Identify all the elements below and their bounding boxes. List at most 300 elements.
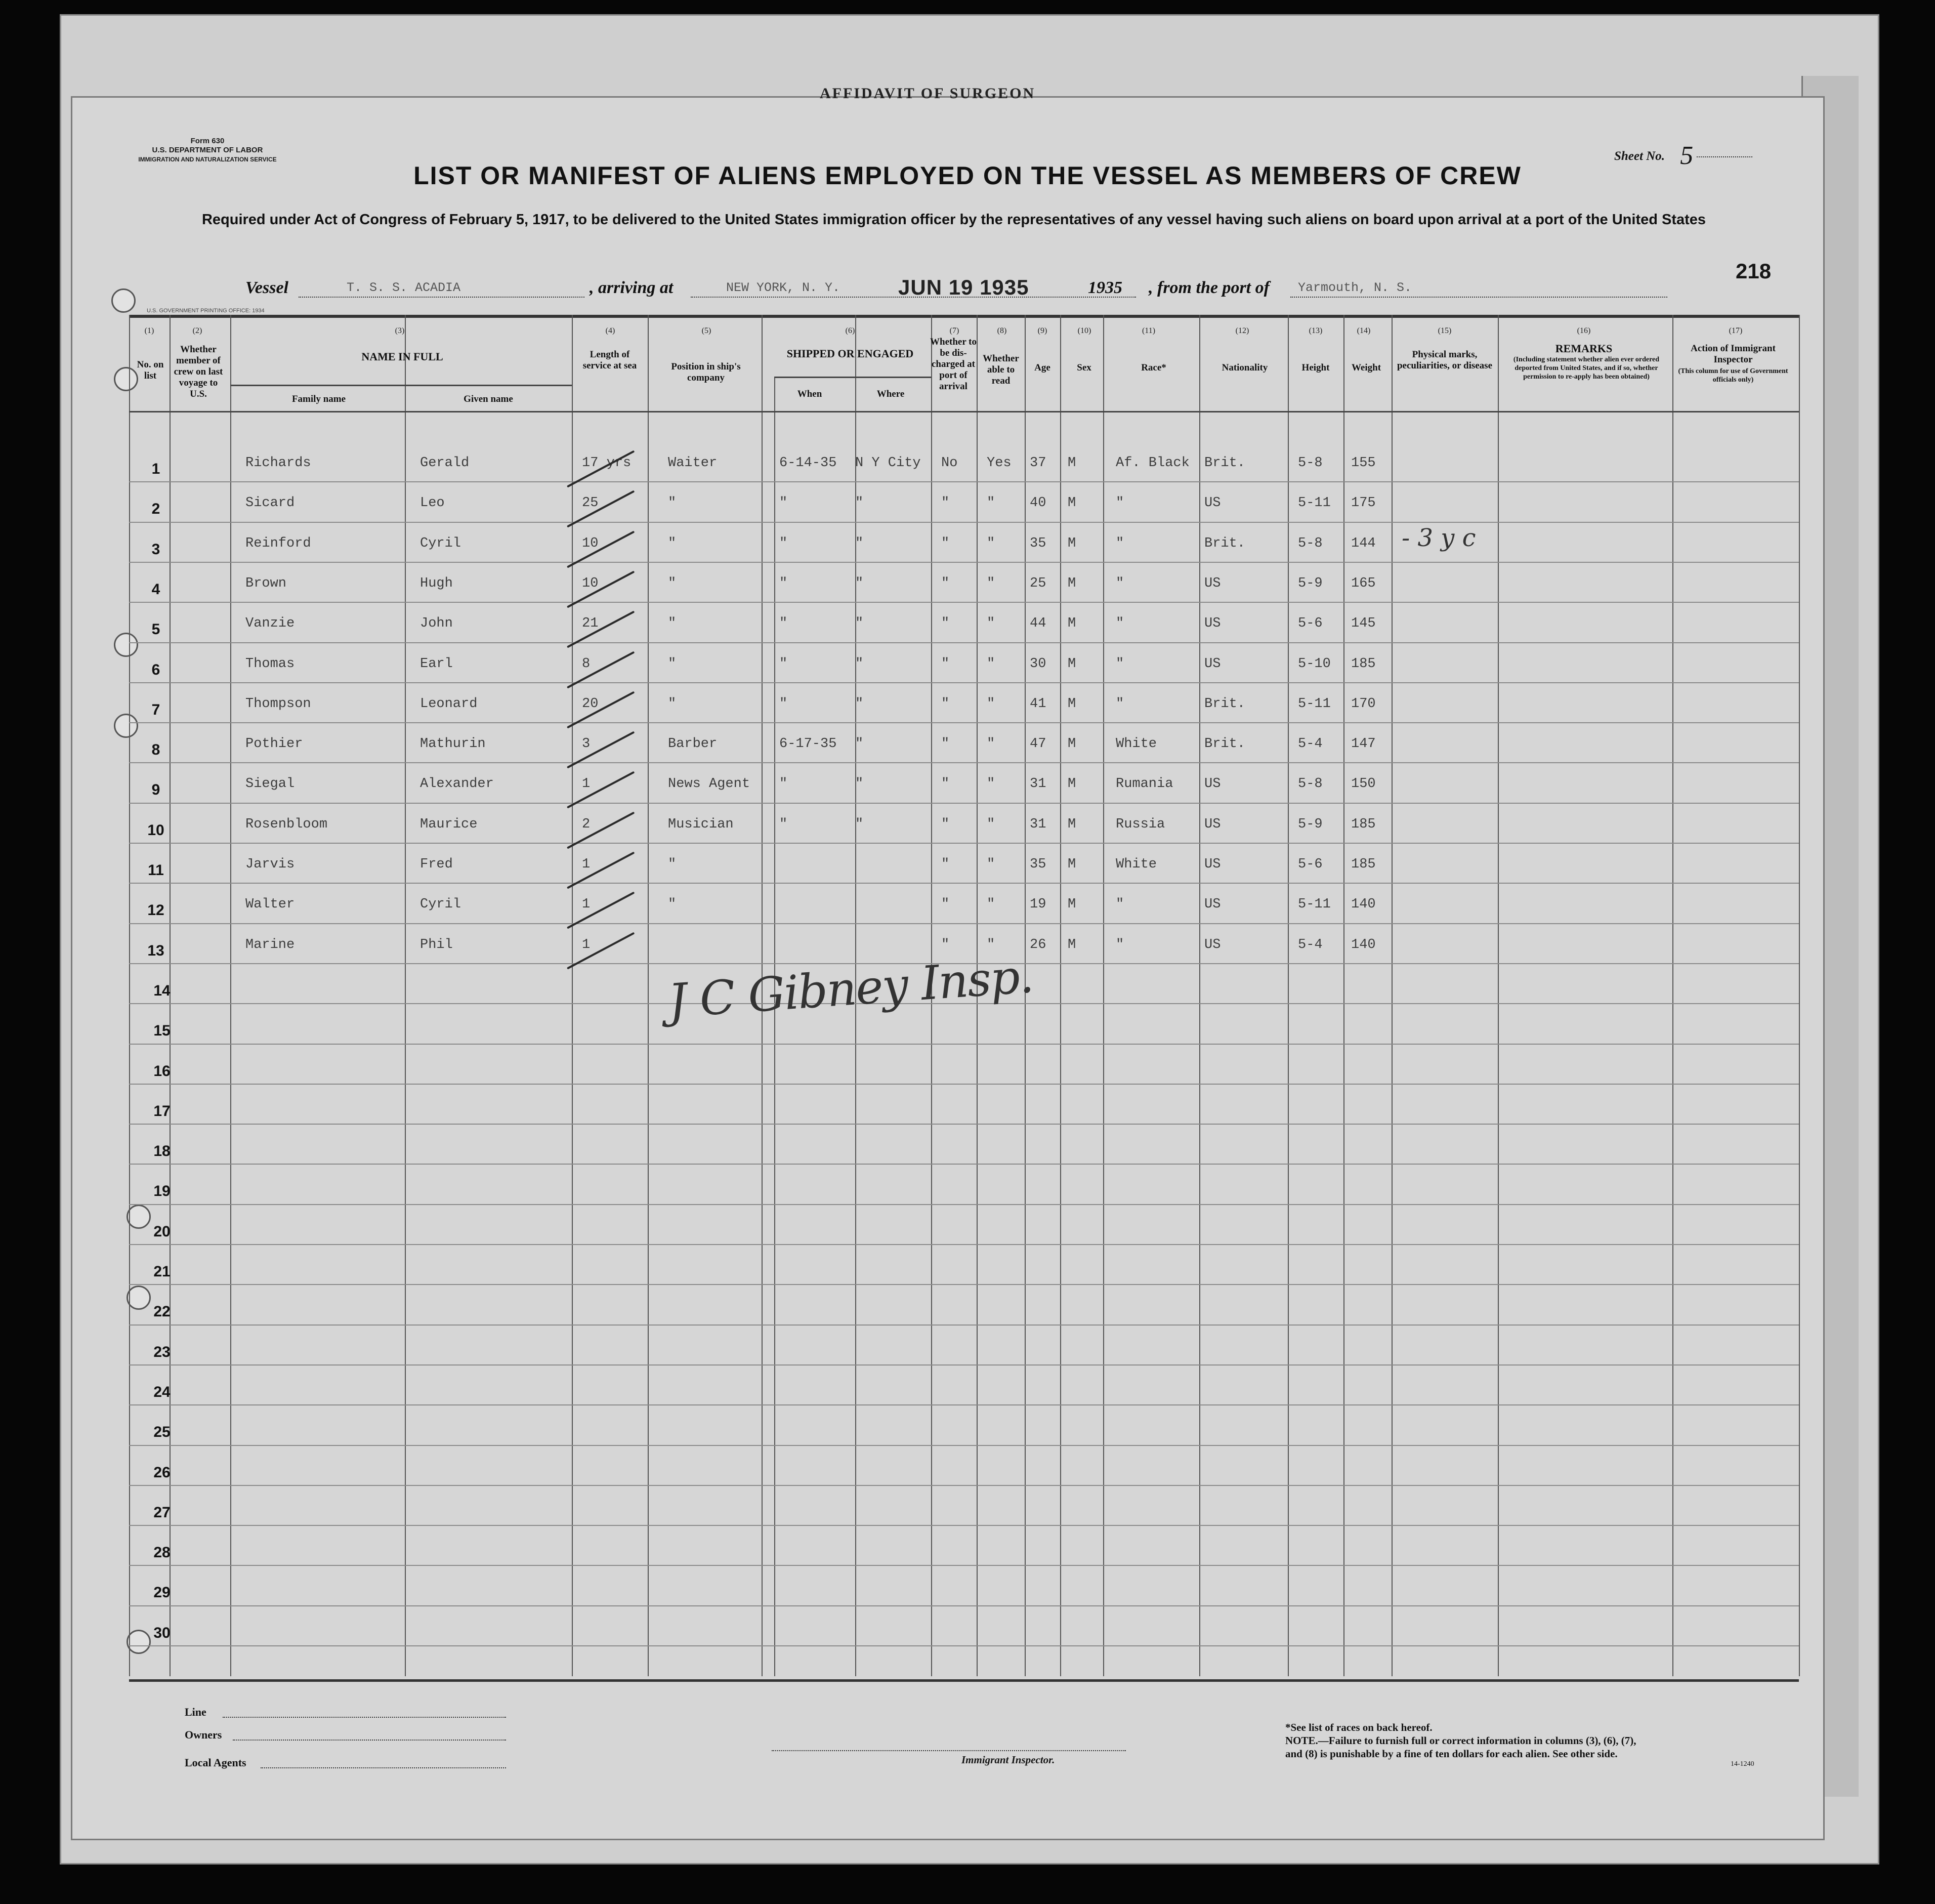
cell-nationality: US bbox=[1204, 816, 1221, 832]
row-rule bbox=[129, 1124, 1799, 1125]
cell-age: 41 bbox=[1030, 696, 1046, 712]
cell-height: 5-9 bbox=[1298, 575, 1323, 591]
cell-sex: M bbox=[1068, 776, 1076, 792]
cell-read: " bbox=[987, 575, 995, 591]
col-number: (6) bbox=[845, 326, 855, 335]
cell-family: Pothier bbox=[245, 736, 303, 752]
cell-service: 10 bbox=[582, 535, 599, 551]
cell-when: " bbox=[779, 776, 788, 792]
cell-service: 21 bbox=[582, 616, 599, 632]
header-position: Position in ship's company bbox=[671, 361, 741, 383]
row-rule bbox=[129, 1244, 1799, 1245]
remark-annotation: - 3 y c bbox=[1402, 524, 1476, 552]
col-number: (14) bbox=[1357, 326, 1371, 335]
row-number: 1 bbox=[151, 461, 160, 477]
arriving-port: NEW YORK, N. Y. bbox=[726, 280, 840, 295]
header-race: Race* bbox=[1141, 362, 1166, 373]
cell-given: Alexander bbox=[420, 776, 494, 792]
cell-sex: M bbox=[1068, 816, 1076, 832]
row-number: 21 bbox=[153, 1263, 171, 1280]
cell-sex: M bbox=[1068, 656, 1076, 672]
row-rule bbox=[129, 1204, 1799, 1205]
cell-nationality: Brit. bbox=[1204, 456, 1246, 471]
cell-height: 5-11 bbox=[1298, 897, 1331, 913]
header-family-name: Family name bbox=[291, 394, 346, 404]
affidavit-heading: AFFIDAVIT OF SURGEON bbox=[820, 85, 1036, 102]
cell-sex: M bbox=[1068, 937, 1076, 953]
header-able-to-read: Whether able to read bbox=[983, 353, 1019, 386]
cell-given: Mathurin bbox=[420, 736, 486, 752]
cell-race: " bbox=[1116, 495, 1124, 511]
cell-service: 1 bbox=[582, 776, 591, 792]
row-number: 15 bbox=[153, 1022, 171, 1040]
note-penalty: NOTE.—Failure to furnish full or correct information in columns (3), (6), (7), and (8) is punishable by a fine of ten dollars for each alien. See other side. bbox=[1285, 1734, 1636, 1760]
grid-column-line bbox=[1498, 315, 1499, 1676]
cell-weight: 150 bbox=[1351, 776, 1376, 792]
cell-nationality: US bbox=[1204, 897, 1221, 913]
row-rule bbox=[129, 1404, 1799, 1405]
header-when: When bbox=[797, 389, 822, 399]
row-rule bbox=[129, 1485, 1799, 1486]
col-number: (1) bbox=[144, 326, 154, 335]
header-subdivider bbox=[774, 377, 931, 378]
row-rule bbox=[129, 1284, 1799, 1285]
row-rule bbox=[129, 762, 1799, 763]
col-number: (5) bbox=[701, 326, 711, 335]
form-number: Form 630 bbox=[190, 137, 225, 145]
cell-family: Brown bbox=[245, 575, 287, 591]
cell-age: 44 bbox=[1030, 616, 1046, 632]
row-rule bbox=[129, 1445, 1799, 1446]
cell-family: Siegal bbox=[245, 776, 295, 792]
page-subtitle: Required under Act of Congress of February 5, 1917, to be delivered to the United States immigration officer by the representatives of any vessel having such aliens on board upon arrival at a port of the United States bbox=[201, 212, 1706, 228]
header-nationality: Nationality bbox=[1222, 362, 1268, 373]
row-rule bbox=[129, 522, 1799, 523]
cell-race: " bbox=[1116, 897, 1124, 913]
cell-height: 5-11 bbox=[1298, 696, 1331, 712]
header-height: Height bbox=[1301, 362, 1330, 373]
cell-position: " bbox=[668, 575, 677, 591]
cell-where: " bbox=[855, 736, 864, 752]
row-number: 6 bbox=[151, 661, 160, 678]
row-rule bbox=[129, 722, 1799, 723]
row-rule bbox=[129, 923, 1799, 924]
cell-weight: 155 bbox=[1351, 456, 1376, 471]
row-rule bbox=[129, 1565, 1799, 1566]
grid-column-line bbox=[405, 315, 406, 1676]
cell-family: Marine bbox=[245, 937, 295, 953]
cell-position: " bbox=[668, 696, 677, 712]
header-no-on-list: No. on list bbox=[137, 359, 164, 381]
grid-column-line bbox=[774, 377, 775, 1676]
row-rule bbox=[129, 682, 1799, 683]
voyage-row bbox=[245, 275, 1642, 304]
footer-owners-fill bbox=[233, 1740, 506, 1741]
binder-hole bbox=[111, 288, 136, 313]
cell-read: " bbox=[987, 656, 995, 672]
header-where: Where bbox=[876, 389, 905, 399]
row-rule bbox=[129, 1164, 1799, 1165]
col-number: (2) bbox=[192, 326, 202, 335]
cell-age: 26 bbox=[1030, 937, 1046, 953]
grid-column-line bbox=[1672, 315, 1673, 1676]
footer-notes bbox=[1285, 1721, 1639, 1760]
note-races: *See list of races on back hereof. bbox=[1285, 1721, 1433, 1733]
cell-sex: M bbox=[1068, 616, 1076, 632]
grid-column-line bbox=[572, 315, 573, 1676]
cell-where: " bbox=[855, 616, 864, 632]
cell-nationality: US bbox=[1204, 575, 1221, 591]
cell-discharged: " bbox=[941, 495, 950, 511]
cell-given: Cyril bbox=[420, 535, 461, 551]
cell-position: " bbox=[668, 857, 677, 872]
from-label: , from the port of bbox=[1149, 278, 1270, 297]
row-number: 3 bbox=[151, 541, 160, 558]
cell-family: Walter bbox=[245, 897, 295, 913]
cell-service: 2 bbox=[582, 816, 591, 832]
cell-race: " bbox=[1116, 937, 1124, 953]
cell-position: News Agent bbox=[668, 776, 750, 792]
cell-read: " bbox=[987, 816, 995, 832]
cell-read: " bbox=[987, 696, 995, 712]
col-number: (16) bbox=[1577, 326, 1591, 335]
grid-column-line bbox=[1392, 315, 1393, 1676]
date-stamp: JUN 19 1935 bbox=[898, 275, 1029, 299]
cell-sex: M bbox=[1068, 897, 1076, 913]
cell-discharged: " bbox=[941, 616, 950, 632]
row-number: 12 bbox=[147, 902, 164, 919]
cell-where: " bbox=[855, 495, 864, 511]
grid-column-line bbox=[230, 315, 231, 1676]
cell-weight: 140 bbox=[1351, 937, 1376, 953]
cell-service: 10 bbox=[582, 575, 599, 591]
grid-column-line bbox=[1103, 315, 1104, 1676]
row-number: 7 bbox=[151, 701, 160, 718]
cell-height: 5-8 bbox=[1298, 535, 1323, 551]
cell-age: 47 bbox=[1030, 736, 1046, 752]
cell-position: Waiter bbox=[668, 456, 718, 471]
cell-when: " bbox=[779, 656, 788, 672]
col-number: (17) bbox=[1729, 326, 1743, 335]
cell-age: 31 bbox=[1030, 776, 1046, 792]
year: 1935 bbox=[1088, 278, 1122, 297]
arriving-label: , arriving at bbox=[590, 278, 674, 297]
row-number: 19 bbox=[153, 1183, 171, 1200]
header-inspector-action: Action of Immigrant Inspector bbox=[1691, 343, 1776, 365]
cell-family: Vanzie bbox=[245, 616, 295, 632]
cell-discharged: " bbox=[941, 535, 950, 551]
row-rule bbox=[129, 843, 1799, 844]
footer-agents-fill bbox=[261, 1767, 506, 1768]
header-discharged: Whether to be dis-charged at port of arrival bbox=[930, 337, 977, 392]
cell-weight: 175 bbox=[1351, 495, 1376, 511]
cell-position: " bbox=[668, 897, 677, 913]
cell-height: 5-6 bbox=[1298, 857, 1323, 872]
grid-column-line bbox=[1799, 315, 1800, 1676]
cell-service: 1 bbox=[582, 937, 591, 953]
department: U.S. DEPARTMENT OF LABOR bbox=[152, 146, 263, 154]
cell-service: 1 bbox=[582, 857, 591, 872]
row-number: 26 bbox=[153, 1464, 171, 1481]
cell-where: " bbox=[855, 776, 864, 792]
cell-family: Jarvis bbox=[245, 857, 295, 872]
grid-column-line bbox=[1199, 315, 1200, 1676]
cell-family: Sicard bbox=[245, 495, 295, 511]
cell-sex: M bbox=[1068, 575, 1076, 591]
cell-race: " bbox=[1116, 575, 1124, 591]
vessel-label: Vessel bbox=[245, 278, 288, 297]
cell-nationality: Brit. bbox=[1204, 736, 1246, 752]
grid-column-line bbox=[129, 315, 130, 1676]
cell-weight: 170 bbox=[1351, 696, 1376, 712]
cell-read: " bbox=[987, 495, 995, 511]
row-number: 22 bbox=[153, 1303, 171, 1320]
row-number: 13 bbox=[147, 942, 164, 959]
cell-where: " bbox=[855, 575, 864, 591]
row-number: 23 bbox=[153, 1343, 171, 1360]
grid-column-line bbox=[648, 315, 649, 1676]
cell-age: 40 bbox=[1030, 495, 1046, 511]
cell-given: Hugh bbox=[420, 575, 453, 591]
cell-discharged: " bbox=[941, 776, 950, 792]
cell-nationality: Brit. bbox=[1204, 535, 1246, 551]
cell-position: " bbox=[668, 495, 677, 511]
manifest-number: 218 bbox=[1736, 259, 1772, 283]
cell-weight: 140 bbox=[1351, 897, 1376, 913]
cell-weight: 147 bbox=[1351, 736, 1376, 752]
service: IMMIGRATION AND NATURALIZATION SERVICE bbox=[138, 156, 277, 163]
grid-column-line bbox=[1288, 315, 1289, 1676]
footer-owners-label: Owners bbox=[185, 1728, 222, 1741]
cell-height: 5-8 bbox=[1298, 456, 1323, 471]
from-port: Yarmouth, N. S. bbox=[1298, 280, 1412, 295]
row-number: 30 bbox=[153, 1624, 171, 1641]
cell-height: 5-8 bbox=[1298, 776, 1323, 792]
cell-read: " bbox=[987, 776, 995, 792]
cell-discharged: " bbox=[941, 816, 950, 832]
cell-when: " bbox=[779, 575, 788, 591]
printing-office: U.S. GOVERNMENT PRINTING OFFICE: 1934 bbox=[147, 308, 265, 314]
vessel-name: T. S. S. ACADIA bbox=[347, 280, 461, 295]
cell-nationality: US bbox=[1204, 616, 1221, 632]
row-number: 10 bbox=[147, 821, 164, 839]
cell-service: 1 bbox=[582, 897, 591, 913]
cell-discharged: " bbox=[941, 575, 950, 591]
header-name-in-full: NAME IN FULL bbox=[361, 350, 443, 363]
cell-race: White bbox=[1116, 736, 1157, 752]
cell-read: " bbox=[987, 736, 995, 752]
row-rule bbox=[129, 1084, 1799, 1085]
header-length-of-service: Length of service at sea bbox=[582, 349, 637, 371]
form-code: 14-1240 bbox=[1731, 1760, 1754, 1768]
col-number: (3) bbox=[395, 326, 405, 335]
cell-discharged: " bbox=[941, 897, 950, 913]
cell-when: " bbox=[779, 816, 788, 832]
cell-read: " bbox=[987, 616, 995, 632]
cell-position: " bbox=[668, 656, 677, 672]
cell-given: Fred bbox=[420, 857, 453, 872]
header-subdivider bbox=[230, 385, 572, 386]
cell-weight: 185 bbox=[1351, 857, 1376, 872]
row-rule bbox=[129, 562, 1799, 563]
cell-sex: M bbox=[1068, 696, 1076, 712]
cell-family: Thompson bbox=[245, 696, 311, 712]
cell-age: 35 bbox=[1030, 535, 1046, 551]
cell-age: 25 bbox=[1030, 575, 1046, 591]
row-rule bbox=[129, 1645, 1799, 1646]
cell-when: " bbox=[779, 535, 788, 551]
cell-discharged: " bbox=[941, 857, 950, 872]
cell-weight: 145 bbox=[1351, 616, 1376, 632]
cell-age: 31 bbox=[1030, 816, 1046, 832]
cell-weight: 144 bbox=[1351, 535, 1376, 551]
row-rule bbox=[129, 1605, 1799, 1606]
cell-sex: M bbox=[1068, 736, 1076, 752]
header-given-name: Given name bbox=[464, 394, 513, 404]
header-weight: Weight bbox=[1351, 362, 1381, 373]
col-number: (7) bbox=[949, 326, 959, 335]
inspector-signature: J C Gibney Insp. bbox=[666, 948, 1035, 1029]
row-number: 8 bbox=[151, 741, 160, 759]
header-remarks-note: (Including statement whether alien ever ordered deported from United States, and if so, whether permission to re-apply has been obtained) bbox=[1513, 356, 1660, 381]
cell-when: 6-17-35 bbox=[779, 736, 837, 752]
cell-height: 5-9 bbox=[1298, 816, 1323, 832]
cell-discharged: " bbox=[941, 656, 950, 672]
cell-service: 8 bbox=[582, 656, 591, 672]
row-rule bbox=[129, 602, 1799, 603]
immigrant-inspector-label: Immigrant Inspector. bbox=[961, 1754, 1055, 1766]
cell-read: " bbox=[987, 897, 995, 913]
cell-weight: 185 bbox=[1351, 816, 1376, 832]
grid-column-line bbox=[1343, 315, 1344, 1676]
header-bottom-line bbox=[129, 411, 1799, 412]
cell-when: " bbox=[779, 495, 788, 511]
footer-line-fill bbox=[223, 1717, 506, 1718]
cell-read: " bbox=[987, 857, 995, 872]
cell-sex: M bbox=[1068, 535, 1076, 551]
sheet-value: 5 bbox=[1680, 141, 1694, 170]
sheet-line bbox=[1697, 156, 1752, 157]
cell-height: 5-4 bbox=[1298, 736, 1323, 752]
row-rule bbox=[129, 1044, 1799, 1045]
col-number: (12) bbox=[1235, 326, 1249, 335]
cell-family: Reinford bbox=[245, 535, 311, 551]
row-number: 9 bbox=[151, 781, 160, 799]
cell-family: Thomas bbox=[245, 656, 295, 672]
cell-sex: M bbox=[1068, 857, 1076, 872]
col-number: (9) bbox=[1037, 326, 1047, 335]
header-member-last-voyage: Whether member of crew on last voyage to U.S. bbox=[174, 344, 223, 399]
cell-sex: M bbox=[1068, 495, 1076, 511]
cell-nationality: Brit. bbox=[1204, 696, 1246, 712]
cell-age: 30 bbox=[1030, 656, 1046, 672]
cell-race: " bbox=[1116, 535, 1124, 551]
cell-service: 25 bbox=[582, 495, 599, 511]
row-number: 24 bbox=[153, 1383, 171, 1400]
cell-read: " bbox=[987, 535, 995, 551]
form-info bbox=[127, 137, 288, 164]
row-number: 27 bbox=[153, 1504, 171, 1521]
row-rule bbox=[129, 1525, 1799, 1526]
row-number: 17 bbox=[153, 1102, 171, 1120]
cell-family: Rosenbloom bbox=[245, 816, 328, 832]
cell-discharged: " bbox=[941, 696, 950, 712]
cell-given: Leonard bbox=[420, 696, 478, 712]
header-shipped-engaged: SHIPPED OR ENGAGED bbox=[786, 347, 914, 360]
sheet-label: Sheet No. bbox=[1614, 149, 1665, 163]
cell-position: " bbox=[668, 616, 677, 632]
cell-where: " bbox=[855, 696, 864, 712]
cell-race: " bbox=[1116, 656, 1124, 672]
col-number: (15) bbox=[1438, 326, 1452, 335]
footer-agents-label: Local Agents bbox=[185, 1756, 246, 1769]
col-number: (8) bbox=[997, 326, 1007, 335]
cell-given: Maurice bbox=[420, 816, 478, 832]
grid-column-line bbox=[1060, 315, 1061, 1676]
cell-given: Gerald bbox=[420, 456, 470, 471]
cell-discharged: " bbox=[941, 937, 950, 953]
row-number: 14 bbox=[153, 982, 171, 999]
header-physical-marks: Physical marks, peculiarities, or disease bbox=[1397, 349, 1493, 371]
cell-race: " bbox=[1116, 696, 1124, 712]
cell-age: 37 bbox=[1030, 456, 1046, 471]
cell-given: Cyril bbox=[420, 897, 461, 913]
cell-nationality: US bbox=[1204, 857, 1221, 872]
row-number: 18 bbox=[153, 1143, 171, 1160]
col-number: (10) bbox=[1077, 326, 1091, 335]
cell-given: Phil bbox=[420, 937, 453, 953]
row-rule bbox=[129, 1324, 1799, 1326]
page-title: LIST OR MANIFEST OF ALIENS EMPLOYED ON THE VESSEL AS MEMBERS OF CREW bbox=[413, 161, 1522, 190]
cell-nationality: US bbox=[1204, 495, 1221, 511]
cell-nationality: US bbox=[1204, 937, 1221, 953]
header-sex: Sex bbox=[1077, 362, 1091, 373]
inspector-signature-line bbox=[772, 1750, 1126, 1751]
cell-service: 20 bbox=[582, 696, 599, 712]
cell-read: Yes bbox=[987, 456, 1012, 471]
row-rule bbox=[129, 1364, 1799, 1365]
cell-nationality: US bbox=[1204, 776, 1221, 792]
cell-age: 35 bbox=[1030, 857, 1046, 872]
header-remarks: REMARKS bbox=[1555, 342, 1613, 355]
cell-race: Russia bbox=[1116, 816, 1165, 832]
cell-discharged: No bbox=[941, 456, 958, 471]
row-number: 28 bbox=[153, 1544, 171, 1561]
header-age: Age bbox=[1034, 362, 1050, 373]
row-number: 5 bbox=[151, 621, 160, 638]
cell-position: " bbox=[668, 535, 677, 551]
cell-position: Musician bbox=[668, 816, 734, 832]
footer-line-label: Line bbox=[185, 1706, 206, 1718]
cell-when: " bbox=[779, 696, 788, 712]
cell-height: 5-11 bbox=[1298, 495, 1331, 511]
row-rule bbox=[129, 883, 1799, 884]
row-rule bbox=[129, 803, 1799, 804]
cell-given: Earl bbox=[420, 656, 453, 672]
cell-when: 6-14-35 bbox=[779, 456, 837, 471]
cell-where: N Y City bbox=[855, 456, 921, 471]
cell-when: " bbox=[779, 616, 788, 632]
cell-service: 3 bbox=[582, 736, 591, 752]
cell-race: Af. Black bbox=[1116, 456, 1190, 471]
cell-height: 5-10 bbox=[1298, 656, 1331, 672]
cell-height: 5-4 bbox=[1298, 937, 1323, 953]
cell-weight: 165 bbox=[1351, 575, 1376, 591]
cell-family: Richards bbox=[245, 456, 311, 471]
row-number: 4 bbox=[151, 581, 160, 598]
row-number: 25 bbox=[153, 1424, 171, 1441]
cell-service: 17 yrs bbox=[582, 456, 632, 471]
